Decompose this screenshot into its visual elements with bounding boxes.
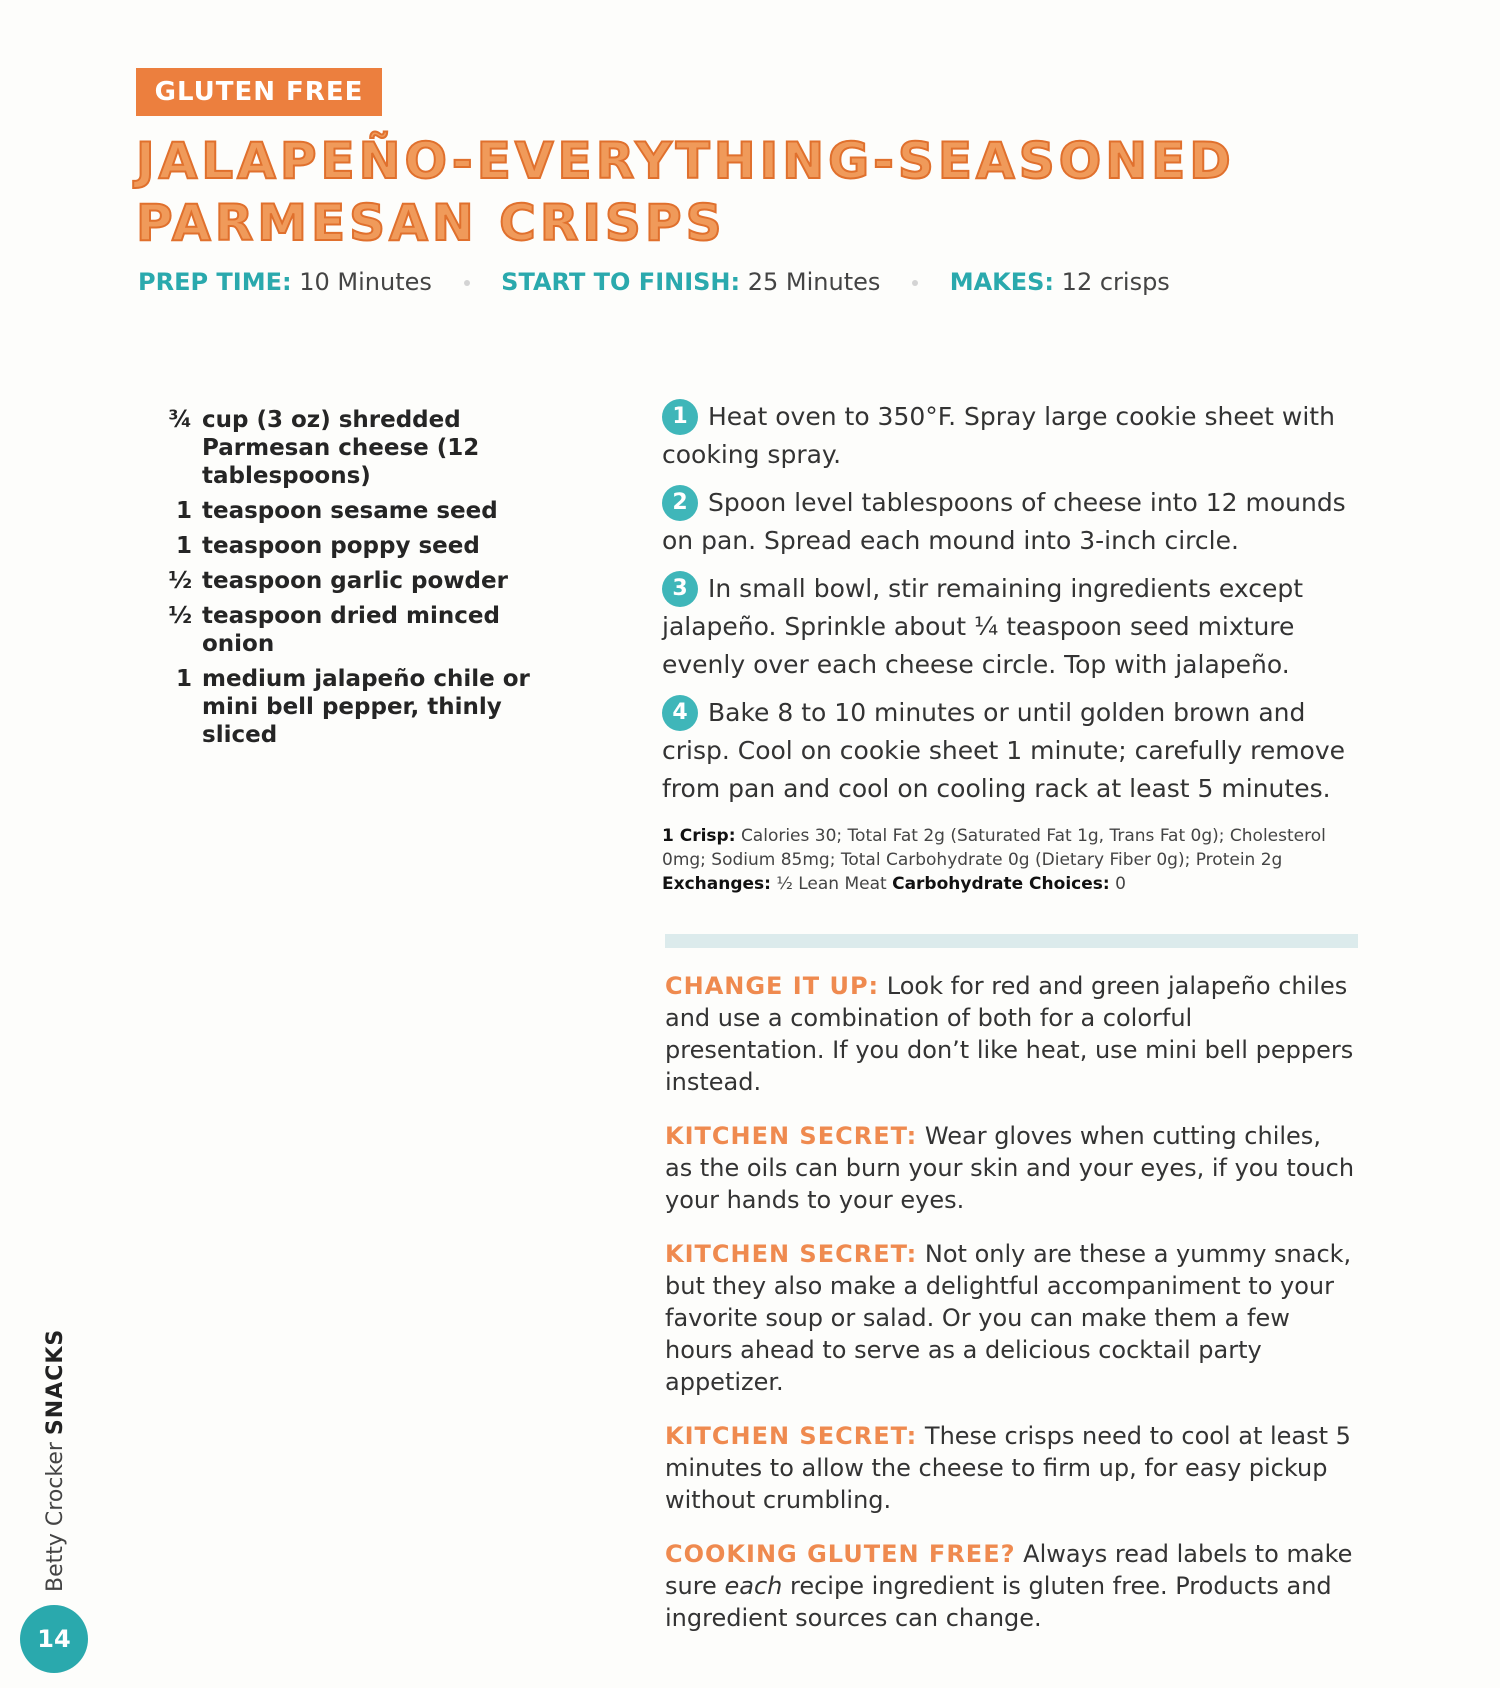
ingredient-text: teaspoon dried minced onion (202, 603, 500, 657)
tip-text: Not only are these a yummy snack, but they also make a delightful accompaniment to your favorite soup or salad. Or you can make them a few hours ahead to serve as a delicious cocktail party appetizer. (665, 1240, 1352, 1396)
tip-label: COOKING GLUTEN FREE? (665, 1540, 1016, 1568)
tip-label: KITCHEN SECRET: (665, 1422, 918, 1450)
tip-label: KITCHEN SECRET: (665, 1122, 918, 1150)
ingredient-text: teaspoon poppy seed (202, 533, 480, 559)
ingredient-text: cup (3 oz) shredded Parmesan cheese (12 tablespoons) (202, 407, 480, 489)
step-number-icon: 4 (662, 695, 698, 731)
carb-choices-label: Carbohydrate Choices: (892, 874, 1110, 894)
ingredient-text: medium jalapeño chile or mini bell pepper, thinly sliced (202, 666, 530, 748)
tip-text: Look for red and green jalapeño chiles and use a combination of both for a colorful presentation. If you don’t like heat, use mini bell peppers instead. (665, 972, 1354, 1096)
direction-step (662, 570, 1348, 684)
ingredient-text: teaspoon garlic powder (202, 568, 508, 594)
prep-time-label: PREP TIME: (138, 268, 292, 296)
ingredient-quantity: 1 (175, 666, 192, 692)
prep-time-value: 10 Minutes (299, 268, 432, 296)
tip-cooking-gluten-free (665, 1538, 1355, 1634)
tips-divider (665, 934, 1358, 948)
ingredient-text: teaspoon sesame seed (202, 498, 498, 524)
book-title: Betty Crocker (43, 1442, 68, 1592)
nutrition-facts: Calories 30; Total Fat 2g (Saturated Fat 1g, Trans Fat 0g); Cholesterol 0mg; Sodium 85mg; Total Carbohydrate 0g (Dietary Fiber 0g); Protein 2g (662, 826, 1326, 870)
ingredient-item (150, 406, 570, 490)
meta-separator (464, 280, 470, 286)
tip-change-it-up (665, 970, 1355, 1098)
ingredient-list (150, 406, 570, 756)
tip-kitchen-secret (665, 1238, 1355, 1398)
tip-kitchen-secret (665, 1420, 1355, 1516)
ingredient-item (150, 567, 570, 595)
serving-label: 1 Crisp: (662, 826, 736, 846)
step-text: Bake 8 to 10 minutes or until golden brown and crisp. Cool on cookie sheet 1 minute; carefully remove from pan and cool on cooling rack at least 5 minutes. (662, 698, 1346, 803)
running-footer (36, 1328, 76, 1592)
nutrition-info (662, 824, 1348, 896)
recipe-title-line-2: PARMESAN CRISPS (136, 194, 726, 252)
page-number: 14 (20, 1605, 88, 1673)
ingredient-item (150, 497, 570, 525)
makes-label: MAKES: (949, 268, 1055, 296)
tip-label: CHANGE IT UP: (665, 972, 880, 1000)
direction-step (662, 398, 1348, 474)
ingredient-item (150, 532, 570, 560)
ingredient-quantity: 1 (175, 498, 192, 524)
tip-emphasis: each (724, 1572, 783, 1600)
ingredient-quantity: ½ (168, 568, 192, 594)
tip-text: Always read labels to make sure (665, 1540, 1353, 1600)
ingredient-item (150, 602, 570, 658)
step-text: In small bowl, stir remaining ingredients except jalapeño. Sprinkle about ¼ teaspoon seed mixture evenly over each cheese circle. Top with jalapeño. (662, 574, 1304, 679)
tip-text: These crisps need to cool at least 5 minutes to allow the cheese to firm up, for easy pickup without crumbling. (665, 1422, 1351, 1514)
step-number-icon: 3 (662, 571, 698, 607)
tip-text: recipe ingredient is gluten free. Products and ingredient sources can change. (665, 1572, 1332, 1632)
exchanges-value: ½ Lean Meat (776, 874, 887, 894)
step-text: Heat oven to 350°F. Spray large cookie sheet with cooking spray. (662, 402, 1335, 469)
ingredient-item (150, 665, 570, 749)
step-number-icon: 1 (662, 399, 698, 435)
direction-step (662, 694, 1348, 808)
tip-kitchen-secret (665, 1120, 1355, 1216)
start-to-finish-label: START TO FINISH: (501, 268, 741, 296)
meta-separator (912, 280, 918, 286)
recipe-title-line-1: JALAPEÑO-EVERYTHING-SEASONED (136, 132, 1235, 190)
exchanges-label: Exchanges: (662, 874, 771, 894)
direction-step (662, 484, 1348, 560)
makes-value: 12 crisps (1061, 268, 1170, 296)
section-title: SNACKS (43, 1328, 68, 1436)
tips-section (665, 970, 1355, 1656)
gluten-free-badge: GLUTEN FREE (136, 68, 382, 116)
ingredient-quantity: 1 (175, 533, 192, 559)
ingredient-quantity: ¾ (168, 407, 192, 433)
ingredient-quantity: ½ (168, 603, 192, 629)
directions (662, 398, 1348, 896)
step-text: Spoon level tablespoons of cheese into 12 mounds on pan. Spread each mound into 3-inch circle. (662, 488, 1346, 555)
tip-text: Wear gloves when cutting chiles, as the oils can burn your skin and your eyes, if you touch your hands to your eyes. (665, 1122, 1355, 1214)
recipe-meta (138, 268, 1338, 296)
tip-label: KITCHEN SECRET: (665, 1240, 918, 1268)
start-to-finish-value: 25 Minutes (747, 268, 881, 296)
carb-choices-value: 0 (1115, 874, 1126, 894)
recipe-title (136, 130, 1336, 254)
step-number-icon: 2 (662, 485, 698, 521)
